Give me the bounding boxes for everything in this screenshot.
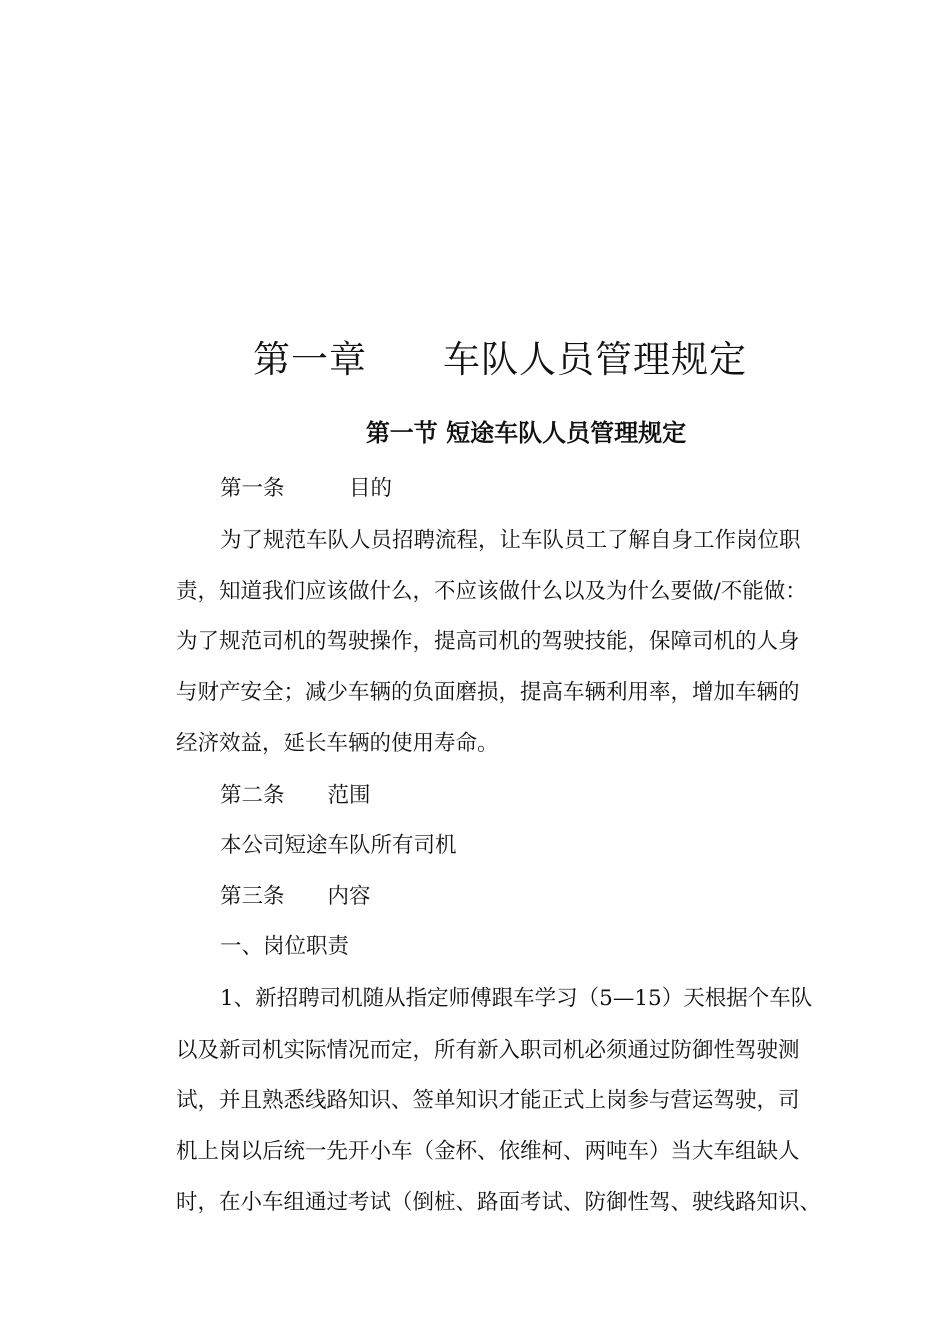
paragraph-line: 试，并且熟悉线路知识、签单知识才能正式上岗参与营运驾驶，司: [176, 1088, 800, 1113]
section-title: 第一节 短途车队人员管理规定: [365, 418, 687, 447]
paragraph-line: 经济效益，延长车辆的使用寿命。: [176, 731, 499, 756]
paragraph-line: 与财产安全；减少车辆的负面磨损，提高车辆利用率，增加车辆的: [176, 680, 800, 705]
paragraph-line: 1、新招聘司机随从指定师傅跟车学习（5—15）天根据个车队: [220, 986, 813, 1011]
subsection-heading: 一、岗位职责: [220, 934, 350, 959]
article-2-heading: 第二条 范围: [220, 783, 371, 808]
article-1-heading: 第一条 目的: [220, 476, 393, 501]
article-3-heading: 第三条 内容: [220, 884, 371, 909]
paragraph-line: 机上岗以后统一先开小车（金杯、依维柯、两吨车）当大车组缺人: [176, 1139, 800, 1164]
paragraph-line: 为了规范司机的驾驶操作，提高司机的驾驶技能，保障司机的人身: [176, 629, 800, 654]
paragraph-line: 本公司短途车队所有司机: [220, 833, 457, 858]
paragraph-line: 责，知道我们应该做什么，不应该做什么以及为什么要做/不能做：: [176, 579, 807, 604]
chapter-title: 第一章 车队人员管理规定: [253, 338, 747, 381]
paragraph-line: 时，在小车组通过考试（倒桩、路面考试、防御性驾、驶线路知识、: [176, 1190, 822, 1215]
paragraph-line: 为了规范车队人员招聘流程，让车队员工了解自身工作岗位职: [220, 528, 801, 553]
paragraph-line: 以及新司机实际情况而定，所有新入职司机必须通过防御性驾驶测: [176, 1038, 800, 1063]
